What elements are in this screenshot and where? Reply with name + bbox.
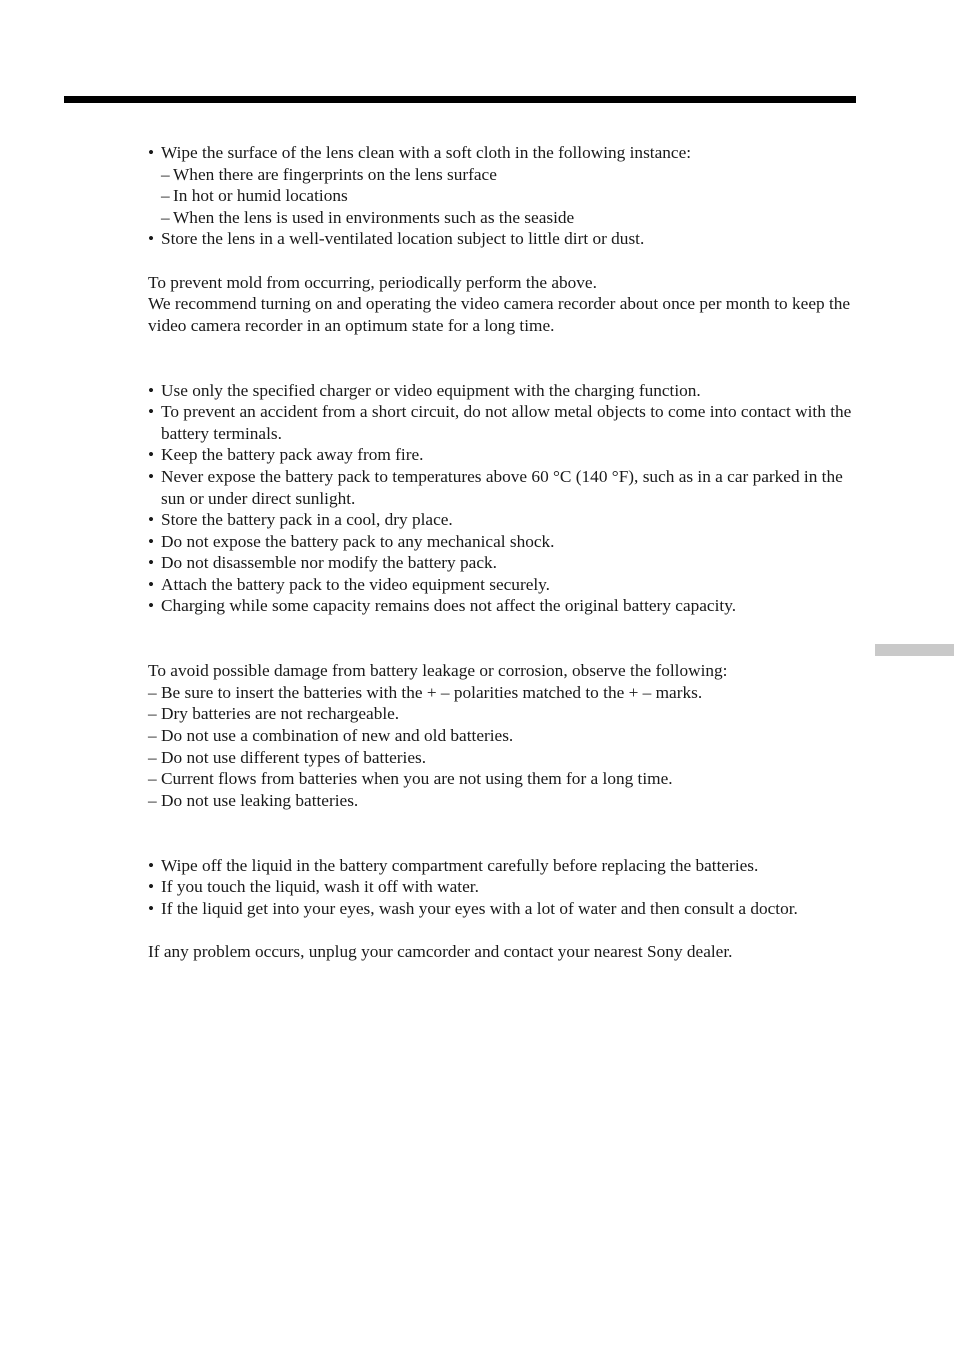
list-item-text: If you touch the liquid, wash it off with water.	[161, 877, 479, 897]
dry-batteries-list	[148, 682, 860, 812]
list-item-text: Do not use a combination of new and old batteries.	[161, 726, 514, 746]
bullet-mark: •	[148, 380, 155, 400]
bullet-mark: •	[148, 596, 155, 616]
list-item-text: Do not expose the battery pack to any mechanical shock.	[161, 531, 555, 551]
bullet-mark: •	[148, 553, 155, 573]
list-item	[148, 444, 860, 466]
list-item	[148, 595, 860, 617]
list-item	[161, 185, 860, 207]
list-item	[148, 747, 860, 769]
bullet-mark: •	[148, 510, 155, 530]
dash-mark: –	[148, 790, 157, 810]
closing-paragraph: If any problem occurs, unplug your camcorder and contact your nearest Sony dealer.	[148, 941, 733, 961]
list-item-text: Do not use different types of batteries.	[161, 747, 427, 767]
list-item-text: Dry batteries are not rechargeable.	[161, 704, 400, 724]
list-item-text: Never expose the battery pack to temperatures above 60 °C (140 °F), such as in a car parked in the sun or under direct sunlight.	[161, 466, 843, 508]
list-item	[148, 790, 860, 812]
bullet-mark: •	[148, 531, 155, 551]
list-item	[148, 531, 860, 553]
list-item-text: Current flows from batteries when you are not using them for a long time.	[161, 769, 673, 789]
lens-care-list	[148, 142, 860, 250]
dry-batteries-intro: To avoid possible damage from battery leakage or corrosion, observe the following:	[148, 661, 728, 681]
bullet-mark: •	[148, 445, 155, 465]
lens-instance-list	[161, 164, 860, 229]
list-item	[148, 898, 860, 920]
bullet-mark: •	[148, 855, 155, 875]
list-item-text: Be sure to insert the batteries with the + – polarities matched to the + – marks.	[161, 682, 703, 702]
bullet-mark: •	[148, 574, 155, 594]
dash-mark: –	[148, 704, 157, 724]
dash-mark: –	[148, 726, 157, 746]
bullet-mark: •	[148, 143, 155, 162]
list-item-text: Attach the battery pack to the video equipment securely.	[161, 574, 551, 594]
list-item	[148, 401, 860, 444]
list-item-text: Store the battery pack in a cool, dry place.	[161, 510, 453, 530]
bullet-mark: •	[148, 898, 155, 918]
list-item	[161, 164, 860, 186]
list-item	[148, 552, 860, 574]
dash-mark: –	[148, 769, 157, 789]
header-rule	[64, 96, 856, 103]
list-item-text: Use only the specified charger or video equipment with the charging function.	[161, 380, 701, 400]
list-item-text: Do not use leaking batteries.	[161, 790, 359, 810]
bullet-mark: •	[148, 466, 155, 486]
list-item-text: Charging while some capacity remains does not affect the original battery capacity.	[161, 596, 737, 616]
list-item-text: When the lens is used in environments such as the seaside	[173, 207, 575, 227]
list-item-text: Store the lens in a well-ventilated location subject to little dirt or dust.	[161, 229, 645, 249]
list-item-text: Wipe the surface of the lens clean with a soft cloth in the following instance:	[161, 143, 692, 162]
dash-mark: –	[148, 682, 157, 702]
section-tab-marker	[875, 644, 954, 656]
bullet-mark: •	[148, 877, 155, 897]
list-item-text: To prevent an accident from a short circuit, do not allow metal objects to come into contact with the battery terminals.	[161, 402, 852, 443]
dash-mark: –	[161, 186, 170, 206]
list-item	[148, 703, 860, 725]
list-item	[148, 725, 860, 747]
list-item-text: If the liquid get into your eyes, wash your eyes with a lot of water and then consult a doctor.	[161, 898, 798, 918]
list-item	[148, 509, 860, 531]
dash-mark: –	[148, 747, 157, 767]
list-item	[161, 207, 860, 229]
list-item	[148, 380, 860, 402]
list-item-text: Do not disassemble nor modify the battery pack.	[161, 553, 497, 573]
list-item	[148, 228, 860, 250]
list-item	[148, 682, 860, 704]
list-item	[148, 855, 860, 877]
dash-mark: –	[161, 207, 170, 227]
battery-pack-list	[148, 380, 860, 618]
list-item-text: Keep the battery pack away from fire.	[161, 445, 424, 465]
bullet-mark: •	[148, 229, 155, 249]
list-item-text: When there are fingerprints on the lens surface	[173, 164, 497, 184]
page-content	[148, 142, 860, 963]
list-item	[148, 142, 860, 228]
bullet-mark: •	[148, 402, 155, 422]
leakage-list	[148, 855, 860, 920]
operation-paragraph: We recommend turning on and operating the video camera recorder about once per month to keep the video camera recorder in an optimum state for a long time.	[148, 294, 851, 335]
list-item	[148, 876, 860, 898]
list-item	[148, 768, 860, 790]
list-item-text: Wipe off the liquid in the battery compartment carefully before replacing the batteries.	[161, 855, 759, 875]
list-item-text: In hot or humid locations	[173, 186, 348, 206]
list-item	[148, 466, 860, 509]
dash-mark: –	[161, 164, 170, 184]
list-item	[148, 574, 860, 596]
mold-paragraph: To prevent mold from occurring, periodically perform the above.	[148, 272, 597, 292]
